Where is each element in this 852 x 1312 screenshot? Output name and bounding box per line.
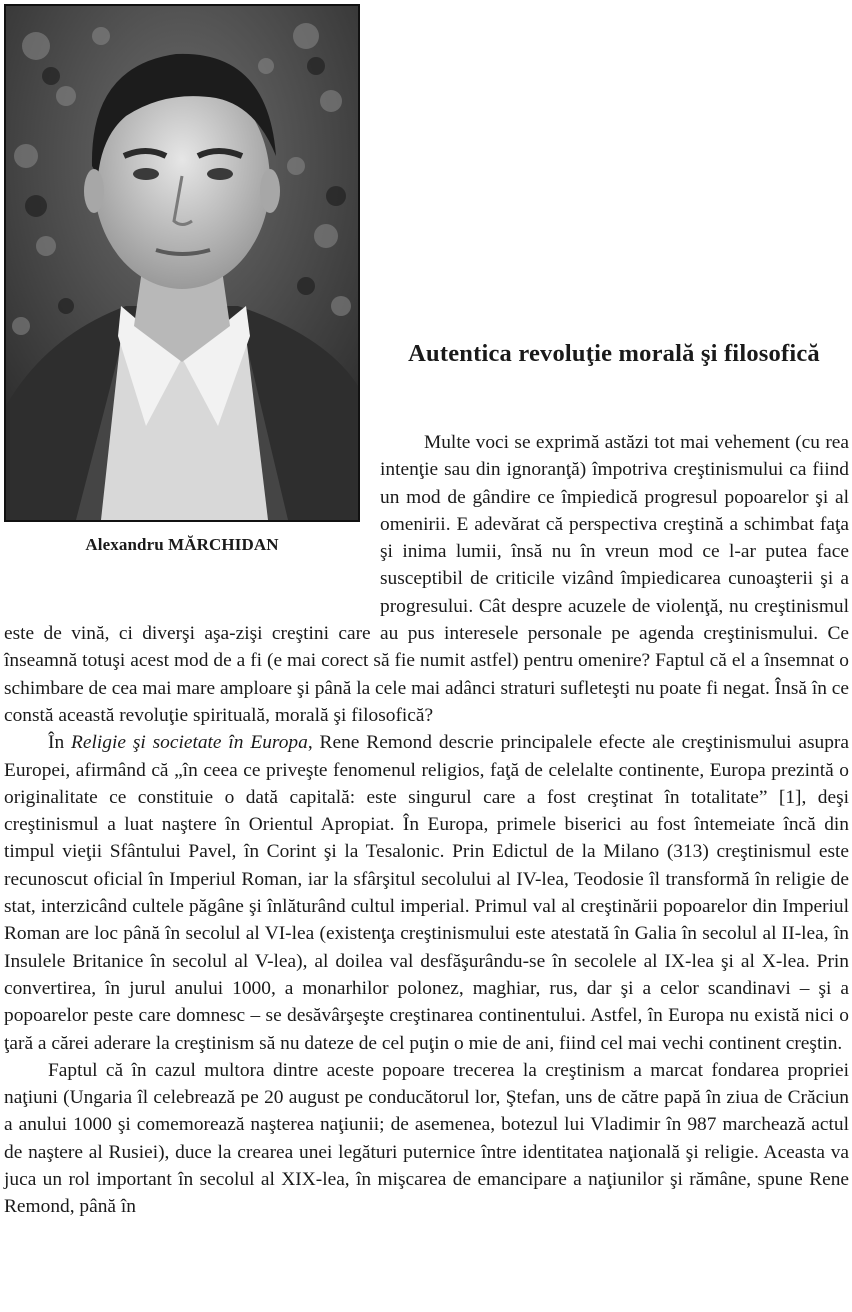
article-title: Autentica revoluţie morală şi filosofică — [408, 340, 820, 367]
paragraph-2-text: , Rene Remond descrie principalele efecte ale creştinismului asupra Europei, afirmând că „în ceea ce priveşte fenomenul religios, faţă de celelalte continente, Europa prezintă o originalitate ce constituie o dată capitală: este singurul care a fost creştinat în totalitate” [1], deşi creştinismul a luat naştere în Orientul Apropiat. În Europa, primele biserici au fost întemeiate încă din timpul vieţii Sfântului Pavel, în Corint şi la Tesalonic. Prin Edictul de la Milano (313) creştinismul este recunoscut oficial în Imperiul Roman, iar la sfârşitul secolului al IV-lea, Teodosie îl transformă în religie de stat, interzicând cultele păgâne şi înlăturând cultul imperial. Primul val al creştinării popoarelor din Imperiul Roman are loc până în secolul al VI-lea (existenţa creştinismului este atestată în Galia în secolul al II-lea, în Insulele Britanice în secolul al V-lea), al doilea val desfăşurându-se în secolele al IX-lea şi al X-lea. Prin convertirea, în jurul anului 1000, a monarhilor polonez, maghiar, rus, dar şi a celor scandinavi – şi a popoarelor peste care domnesc – se desăvârşeşte creştinarea continentului. Astfel, în Europa nu există nici o ţară a cărei aderare la creştinism să nu dateze de cel puţin o mie de ani, fiind cel mai vechi continent creştin. — [4, 732, 849, 1054]
photo-caption: Alexandru MĂRCHIDAN — [85, 535, 279, 554]
article-body — [4, 429, 849, 1221]
paragraph-1: Multe voci se exprimă astăzi tot mai vehement (cu rea intenţie sau din ignoranţă) împotriva creştinismului ca fiind un mod de gândire ce împiedică progresul popoarelor şi al omenirii. E adevărat că perspectiva creştină a schimbat faţa şi inima lumii, însă nu în vreun mod ce l-ar putea face susceptibil de criticile vizând împiedicarea cunoaşterii şi a progresului. Cât despre acuzele de violenţă, nu creştinismul este de vină, ci diverşi aşa-zişi creştini care au pus interesele personale pe agenda creştinismului. Ce înseamnă totuşi acest mod de a fi (e mai corect să fie numit astfel) pentru omenire? Faptul că el a însemnat o schimbare de cea mai mare amploare şi până la cele mai adânci straturi sufleteşti nu poate fi negat. Însă în ce constă această revoluţie spirituală, morală şi filosofică? — [4, 432, 849, 726]
photo-wrap-spacer — [4, 429, 380, 593]
paragraph-3: Faptul că în cazul multora dintre aceste popoare trecerea la creştinism a marcat fondarea propriei naţiuni (Ungaria îl celebrează pe 20 august pe conducătorul lor, Ştefan, uns de către papă în ziua de Crăciun a anului 1000 şi comemorează naşterea naţiunii; de asemenea, botezul lui Vladimir în 987 marchează actul de naştere al Rusiei), duce la crearea unei legături puternice între identitatea naţională şi religie. Aceasta va juca un rol important în secolul al XIX-lea, în mişcarea de emancipare a naţiunilor şi rămâne, spune Rene Remond, până în — [4, 1059, 849, 1218]
paragraph-2 — [4, 729, 849, 1057]
book-title: Religie şi societate în Europa — [71, 732, 308, 754]
paragraph-2-lead: În — [48, 732, 72, 754]
